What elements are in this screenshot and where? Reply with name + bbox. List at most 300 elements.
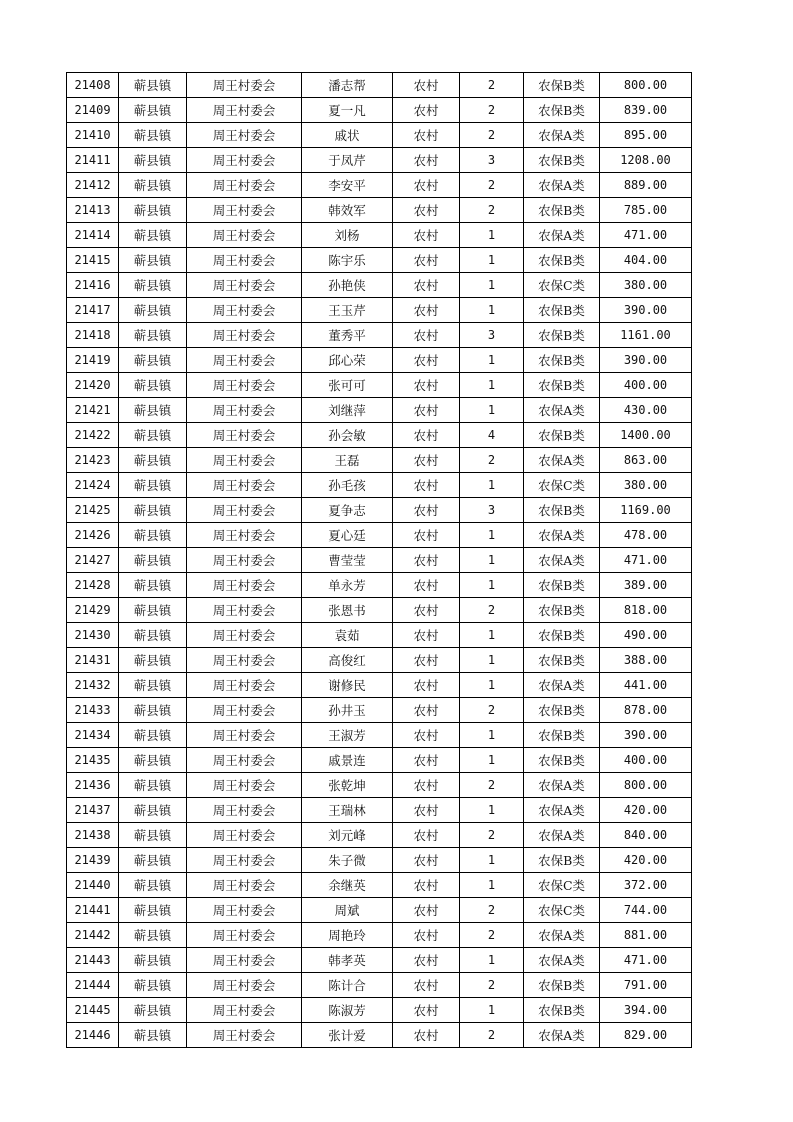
table-row	[67, 98, 692, 123]
household-count-cell: 1	[460, 523, 524, 548]
town-cell: 蕲县镇	[119, 448, 187, 473]
village-committee-cell: 周王村委会	[187, 748, 302, 773]
town-cell: 蕲县镇	[119, 98, 187, 123]
name-cell: 李安平	[302, 173, 393, 198]
record-id: 21414	[67, 223, 119, 248]
amount-cell: 471.00	[600, 223, 692, 248]
record-id: 21438	[67, 823, 119, 848]
amount-cell: 490.00	[600, 623, 692, 648]
record-id: 21418	[67, 323, 119, 348]
amount-cell: 471.00	[600, 948, 692, 973]
household-count-cell: 1	[460, 798, 524, 823]
area-type-cell: 农村	[393, 323, 460, 348]
amount-cell: 441.00	[600, 673, 692, 698]
record-id: 21444	[67, 973, 119, 998]
village-committee-cell: 周王村委会	[187, 598, 302, 623]
village-committee-cell: 周王村委会	[187, 498, 302, 523]
table-row	[67, 448, 692, 473]
town-cell: 蕲县镇	[119, 473, 187, 498]
amount-cell: 390.00	[600, 348, 692, 373]
household-count-cell: 2	[460, 173, 524, 198]
insurance-class-cell: 农保B类	[524, 723, 600, 748]
insurance-class-cell: 农保A类	[524, 398, 600, 423]
name-cell: 周艳玲	[302, 923, 393, 948]
insurance-class-cell: 农保B类	[524, 373, 600, 398]
town-cell: 蕲县镇	[119, 123, 187, 148]
area-type-cell: 农村	[393, 448, 460, 473]
household-count-cell: 4	[460, 423, 524, 448]
area-type-cell: 农村	[393, 248, 460, 273]
area-type-cell: 农村	[393, 423, 460, 448]
amount-cell: 389.00	[600, 573, 692, 598]
name-cell: 高俊红	[302, 648, 393, 673]
amount-cell: 478.00	[600, 523, 692, 548]
insurance-class-cell: 农保B类	[524, 998, 600, 1023]
amount-cell: 791.00	[600, 973, 692, 998]
record-id: 21445	[67, 998, 119, 1023]
table-row	[67, 673, 692, 698]
table-row	[67, 73, 692, 98]
town-cell: 蕲县镇	[119, 423, 187, 448]
town-cell: 蕲县镇	[119, 148, 187, 173]
town-cell: 蕲县镇	[119, 248, 187, 273]
village-committee-cell: 周王村委会	[187, 398, 302, 423]
household-count-cell: 1	[460, 248, 524, 273]
household-count-cell: 2	[460, 448, 524, 473]
name-cell: 张计爱	[302, 1023, 393, 1048]
insurance-class-cell: 农保B类	[524, 198, 600, 223]
insurance-class-cell: 农保B类	[524, 848, 600, 873]
insurance-class-cell: 农保B类	[524, 498, 600, 523]
village-committee-cell: 周王村委会	[187, 798, 302, 823]
record-id: 21440	[67, 873, 119, 898]
village-committee-cell: 周王村委会	[187, 448, 302, 473]
record-id: 21446	[67, 1023, 119, 1048]
household-count-cell: 2	[460, 598, 524, 623]
area-type-cell: 农村	[393, 923, 460, 948]
area-type-cell: 农村	[393, 473, 460, 498]
amount-cell: 372.00	[600, 873, 692, 898]
insurance-class-cell: 农保B类	[524, 323, 600, 348]
record-id: 21408	[67, 73, 119, 98]
record-id: 21409	[67, 98, 119, 123]
amount-cell: 744.00	[600, 898, 692, 923]
record-id: 21431	[67, 648, 119, 673]
name-cell: 陈宇乐	[302, 248, 393, 273]
town-cell: 蕲县镇	[119, 173, 187, 198]
insurance-class-cell: 农保C类	[524, 898, 600, 923]
amount-cell: 390.00	[600, 298, 692, 323]
village-committee-cell: 周王村委会	[187, 123, 302, 148]
household-count-cell: 1	[460, 748, 524, 773]
name-cell: 夏争志	[302, 498, 393, 523]
insurance-class-cell: 农保A类	[524, 1023, 600, 1048]
table-row	[67, 948, 692, 973]
amount-cell: 863.00	[600, 448, 692, 473]
name-cell: 邱心荣	[302, 348, 393, 373]
table-row	[67, 873, 692, 898]
town-cell: 蕲县镇	[119, 498, 187, 523]
area-type-cell: 农村	[393, 73, 460, 98]
town-cell: 蕲县镇	[119, 598, 187, 623]
insurance-class-cell: 农保B类	[524, 423, 600, 448]
record-id: 21413	[67, 198, 119, 223]
insurance-class-cell: 农保C类	[524, 273, 600, 298]
table-row	[67, 998, 692, 1023]
name-cell: 韩孝英	[302, 948, 393, 973]
name-cell: 戚景连	[302, 748, 393, 773]
household-count-cell: 2	[460, 123, 524, 148]
amount-cell: 380.00	[600, 473, 692, 498]
name-cell: 孙会敏	[302, 423, 393, 448]
amount-cell: 878.00	[600, 698, 692, 723]
table-row	[67, 248, 692, 273]
household-count-cell: 2	[460, 73, 524, 98]
name-cell: 张乾坤	[302, 773, 393, 798]
area-type-cell: 农村	[393, 823, 460, 848]
area-type-cell: 农村	[393, 1023, 460, 1048]
village-committee-cell: 周王村委会	[187, 573, 302, 598]
table-row	[67, 298, 692, 323]
amount-cell: 800.00	[600, 773, 692, 798]
name-cell: 陈淑芳	[302, 998, 393, 1023]
town-cell: 蕲县镇	[119, 698, 187, 723]
town-cell: 蕲县镇	[119, 848, 187, 873]
household-count-cell: 1	[460, 373, 524, 398]
village-committee-cell: 周王村委会	[187, 273, 302, 298]
amount-cell: 1208.00	[600, 148, 692, 173]
record-id: 21417	[67, 298, 119, 323]
name-cell: 朱子微	[302, 848, 393, 873]
record-id: 21424	[67, 473, 119, 498]
town-cell: 蕲县镇	[119, 748, 187, 773]
area-type-cell: 农村	[393, 773, 460, 798]
record-id: 21435	[67, 748, 119, 773]
record-id: 21428	[67, 573, 119, 598]
table-row	[67, 798, 692, 823]
area-type-cell: 农村	[393, 973, 460, 998]
amount-cell: 471.00	[600, 548, 692, 573]
village-committee-cell: 周王村委会	[187, 973, 302, 998]
record-id: 21423	[67, 448, 119, 473]
record-id: 21441	[67, 898, 119, 923]
town-cell: 蕲县镇	[119, 523, 187, 548]
table-row	[67, 748, 692, 773]
household-count-cell: 3	[460, 323, 524, 348]
name-cell: 刘元峰	[302, 823, 393, 848]
village-committee-cell: 周王村委会	[187, 198, 302, 223]
town-cell: 蕲县镇	[119, 223, 187, 248]
town-cell: 蕲县镇	[119, 298, 187, 323]
village-committee-cell: 周王村委会	[187, 223, 302, 248]
area-type-cell: 农村	[393, 398, 460, 423]
insurance-class-cell: 农保A类	[524, 773, 600, 798]
name-cell: 孙毛孩	[302, 473, 393, 498]
name-cell: 陈计合	[302, 973, 393, 998]
amount-cell: 390.00	[600, 723, 692, 748]
table-row	[67, 623, 692, 648]
area-type-cell: 农村	[393, 948, 460, 973]
table-row	[67, 548, 692, 573]
insurance-class-cell: 农保A类	[524, 223, 600, 248]
area-type-cell: 农村	[393, 573, 460, 598]
amount-cell: 889.00	[600, 173, 692, 198]
record-id: 21411	[67, 148, 119, 173]
household-count-cell: 2	[460, 823, 524, 848]
area-type-cell: 农村	[393, 223, 460, 248]
relief-roster-table	[66, 72, 692, 1048]
table-row	[67, 173, 692, 198]
record-id: 21419	[67, 348, 119, 373]
town-cell: 蕲县镇	[119, 923, 187, 948]
table-row	[67, 473, 692, 498]
area-type-cell: 农村	[393, 998, 460, 1023]
area-type-cell: 农村	[393, 723, 460, 748]
amount-cell: 818.00	[600, 598, 692, 623]
town-cell: 蕲县镇	[119, 673, 187, 698]
amount-cell: 881.00	[600, 923, 692, 948]
area-type-cell: 农村	[393, 98, 460, 123]
village-committee-cell: 周王村委会	[187, 248, 302, 273]
village-committee-cell: 周王村委会	[187, 98, 302, 123]
area-type-cell: 农村	[393, 798, 460, 823]
area-type-cell: 农村	[393, 648, 460, 673]
table-row	[67, 198, 692, 223]
record-id: 21430	[67, 623, 119, 648]
household-count-cell: 1	[460, 648, 524, 673]
household-count-cell: 1	[460, 998, 524, 1023]
table-row	[67, 973, 692, 998]
name-cell: 刘继萍	[302, 398, 393, 423]
record-id: 21439	[67, 848, 119, 873]
village-committee-cell: 周王村委会	[187, 1023, 302, 1048]
name-cell: 王磊	[302, 448, 393, 473]
area-type-cell: 农村	[393, 548, 460, 573]
village-committee-cell: 周王村委会	[187, 648, 302, 673]
insurance-class-cell: 农保A类	[524, 123, 600, 148]
village-committee-cell: 周王村委会	[187, 948, 302, 973]
village-committee-cell: 周王村委会	[187, 923, 302, 948]
town-cell: 蕲县镇	[119, 548, 187, 573]
table-row	[67, 273, 692, 298]
name-cell: 董秀平	[302, 323, 393, 348]
record-id: 21420	[67, 373, 119, 398]
area-type-cell: 农村	[393, 123, 460, 148]
town-cell: 蕲县镇	[119, 948, 187, 973]
household-count-cell: 1	[460, 223, 524, 248]
area-type-cell: 农村	[393, 598, 460, 623]
name-cell: 于凤芹	[302, 148, 393, 173]
household-count-cell: 1	[460, 573, 524, 598]
village-committee-cell: 周王村委会	[187, 848, 302, 873]
table-row	[67, 373, 692, 398]
insurance-class-cell: 农保A类	[524, 823, 600, 848]
table-row	[67, 848, 692, 873]
household-count-cell: 3	[460, 148, 524, 173]
household-count-cell: 2	[460, 198, 524, 223]
insurance-class-cell: 农保B类	[524, 298, 600, 323]
record-id: 21426	[67, 523, 119, 548]
amount-cell: 400.00	[600, 373, 692, 398]
roster-body	[67, 73, 692, 1048]
town-cell: 蕲县镇	[119, 273, 187, 298]
household-count-cell: 1	[460, 348, 524, 373]
table-row	[67, 398, 692, 423]
table-row	[67, 598, 692, 623]
town-cell: 蕲县镇	[119, 823, 187, 848]
insurance-class-cell: 农保A类	[524, 798, 600, 823]
record-id: 21442	[67, 923, 119, 948]
village-committee-cell: 周王村委会	[187, 873, 302, 898]
insurance-class-cell: 农保B类	[524, 598, 600, 623]
insurance-class-cell: 农保A类	[524, 448, 600, 473]
town-cell: 蕲县镇	[119, 73, 187, 98]
village-committee-cell: 周王村委会	[187, 823, 302, 848]
amount-cell: 1169.00	[600, 498, 692, 523]
name-cell: 孙艳侠	[302, 273, 393, 298]
area-type-cell: 农村	[393, 273, 460, 298]
name-cell: 夏心廷	[302, 523, 393, 548]
area-type-cell: 农村	[393, 498, 460, 523]
household-count-cell: 1	[460, 723, 524, 748]
amount-cell: 800.00	[600, 73, 692, 98]
record-id: 21433	[67, 698, 119, 723]
record-id: 21427	[67, 548, 119, 573]
record-id: 21432	[67, 673, 119, 698]
insurance-class-cell: 农保B类	[524, 698, 600, 723]
name-cell: 曹莹莹	[302, 548, 393, 573]
record-id: 21443	[67, 948, 119, 973]
table-row	[67, 423, 692, 448]
table-row	[67, 823, 692, 848]
table-row	[67, 523, 692, 548]
name-cell: 周斌	[302, 898, 393, 923]
household-count-cell: 1	[460, 273, 524, 298]
table-row	[67, 348, 692, 373]
area-type-cell: 农村	[393, 748, 460, 773]
household-count-cell: 2	[460, 773, 524, 798]
village-committee-cell: 周王村委会	[187, 173, 302, 198]
insurance-class-cell: 农保B类	[524, 648, 600, 673]
name-cell: 余继英	[302, 873, 393, 898]
village-committee-cell: 周王村委会	[187, 323, 302, 348]
record-id: 21421	[67, 398, 119, 423]
amount-cell: 1400.00	[600, 423, 692, 448]
town-cell: 蕲县镇	[119, 348, 187, 373]
village-committee-cell: 周王村委会	[187, 773, 302, 798]
table-row	[67, 773, 692, 798]
town-cell: 蕲县镇	[119, 1023, 187, 1048]
table-row	[67, 898, 692, 923]
record-id: 21416	[67, 273, 119, 298]
insurance-class-cell: 农保B类	[524, 623, 600, 648]
record-id: 21410	[67, 123, 119, 148]
insurance-class-cell: 农保A类	[524, 923, 600, 948]
amount-cell: 400.00	[600, 748, 692, 773]
town-cell: 蕲县镇	[119, 873, 187, 898]
town-cell: 蕲县镇	[119, 648, 187, 673]
insurance-class-cell: 农保C类	[524, 873, 600, 898]
amount-cell: 785.00	[600, 198, 692, 223]
area-type-cell: 农村	[393, 173, 460, 198]
insurance-class-cell: 农保A类	[524, 173, 600, 198]
name-cell: 王玉芹	[302, 298, 393, 323]
table-row	[67, 648, 692, 673]
area-type-cell: 农村	[393, 298, 460, 323]
village-committee-cell: 周王村委会	[187, 723, 302, 748]
village-committee-cell: 周王村委会	[187, 423, 302, 448]
town-cell: 蕲县镇	[119, 573, 187, 598]
area-type-cell: 农村	[393, 673, 460, 698]
area-type-cell: 农村	[393, 898, 460, 923]
table-row	[67, 123, 692, 148]
town-cell: 蕲县镇	[119, 773, 187, 798]
town-cell: 蕲县镇	[119, 398, 187, 423]
town-cell: 蕲县镇	[119, 723, 187, 748]
insurance-class-cell: 农保B类	[524, 148, 600, 173]
insurance-class-cell: 农保B类	[524, 573, 600, 598]
name-cell: 袁茹	[302, 623, 393, 648]
village-committee-cell: 周王村委会	[187, 998, 302, 1023]
village-committee-cell: 周王村委会	[187, 898, 302, 923]
table-row	[67, 498, 692, 523]
amount-cell: 829.00	[600, 1023, 692, 1048]
household-count-cell: 3	[460, 498, 524, 523]
household-count-cell: 1	[460, 298, 524, 323]
town-cell: 蕲县镇	[119, 973, 187, 998]
name-cell: 韩效军	[302, 198, 393, 223]
village-committee-cell: 周王村委会	[187, 373, 302, 398]
household-count-cell: 2	[460, 898, 524, 923]
household-count-cell: 1	[460, 398, 524, 423]
table-row	[67, 723, 692, 748]
insurance-class-cell: 农保B类	[524, 748, 600, 773]
household-count-cell: 2	[460, 698, 524, 723]
area-type-cell: 农村	[393, 873, 460, 898]
amount-cell: 394.00	[600, 998, 692, 1023]
town-cell: 蕲县镇	[119, 323, 187, 348]
household-count-cell: 2	[460, 98, 524, 123]
table-row	[67, 573, 692, 598]
insurance-class-cell: 农保B类	[524, 248, 600, 273]
village-committee-cell: 周王村委会	[187, 698, 302, 723]
record-id: 21436	[67, 773, 119, 798]
insurance-class-cell: 农保C类	[524, 473, 600, 498]
household-count-cell: 1	[460, 473, 524, 498]
household-count-cell: 1	[460, 623, 524, 648]
amount-cell: 430.00	[600, 398, 692, 423]
household-count-cell: 1	[460, 848, 524, 873]
name-cell: 王瑞林	[302, 798, 393, 823]
area-type-cell: 农村	[393, 523, 460, 548]
household-count-cell: 1	[460, 673, 524, 698]
town-cell: 蕲县镇	[119, 623, 187, 648]
household-count-cell: 1	[460, 948, 524, 973]
amount-cell: 839.00	[600, 98, 692, 123]
record-id: 21422	[67, 423, 119, 448]
village-committee-cell: 周王村委会	[187, 148, 302, 173]
town-cell: 蕲县镇	[119, 998, 187, 1023]
table-row	[67, 698, 692, 723]
name-cell: 孙井玉	[302, 698, 393, 723]
insurance-class-cell: 农保A类	[524, 948, 600, 973]
insurance-class-cell: 农保B类	[524, 73, 600, 98]
name-cell: 张可可	[302, 373, 393, 398]
name-cell: 王淑芳	[302, 723, 393, 748]
record-id: 21437	[67, 798, 119, 823]
table-row	[67, 223, 692, 248]
name-cell: 单永芳	[302, 573, 393, 598]
